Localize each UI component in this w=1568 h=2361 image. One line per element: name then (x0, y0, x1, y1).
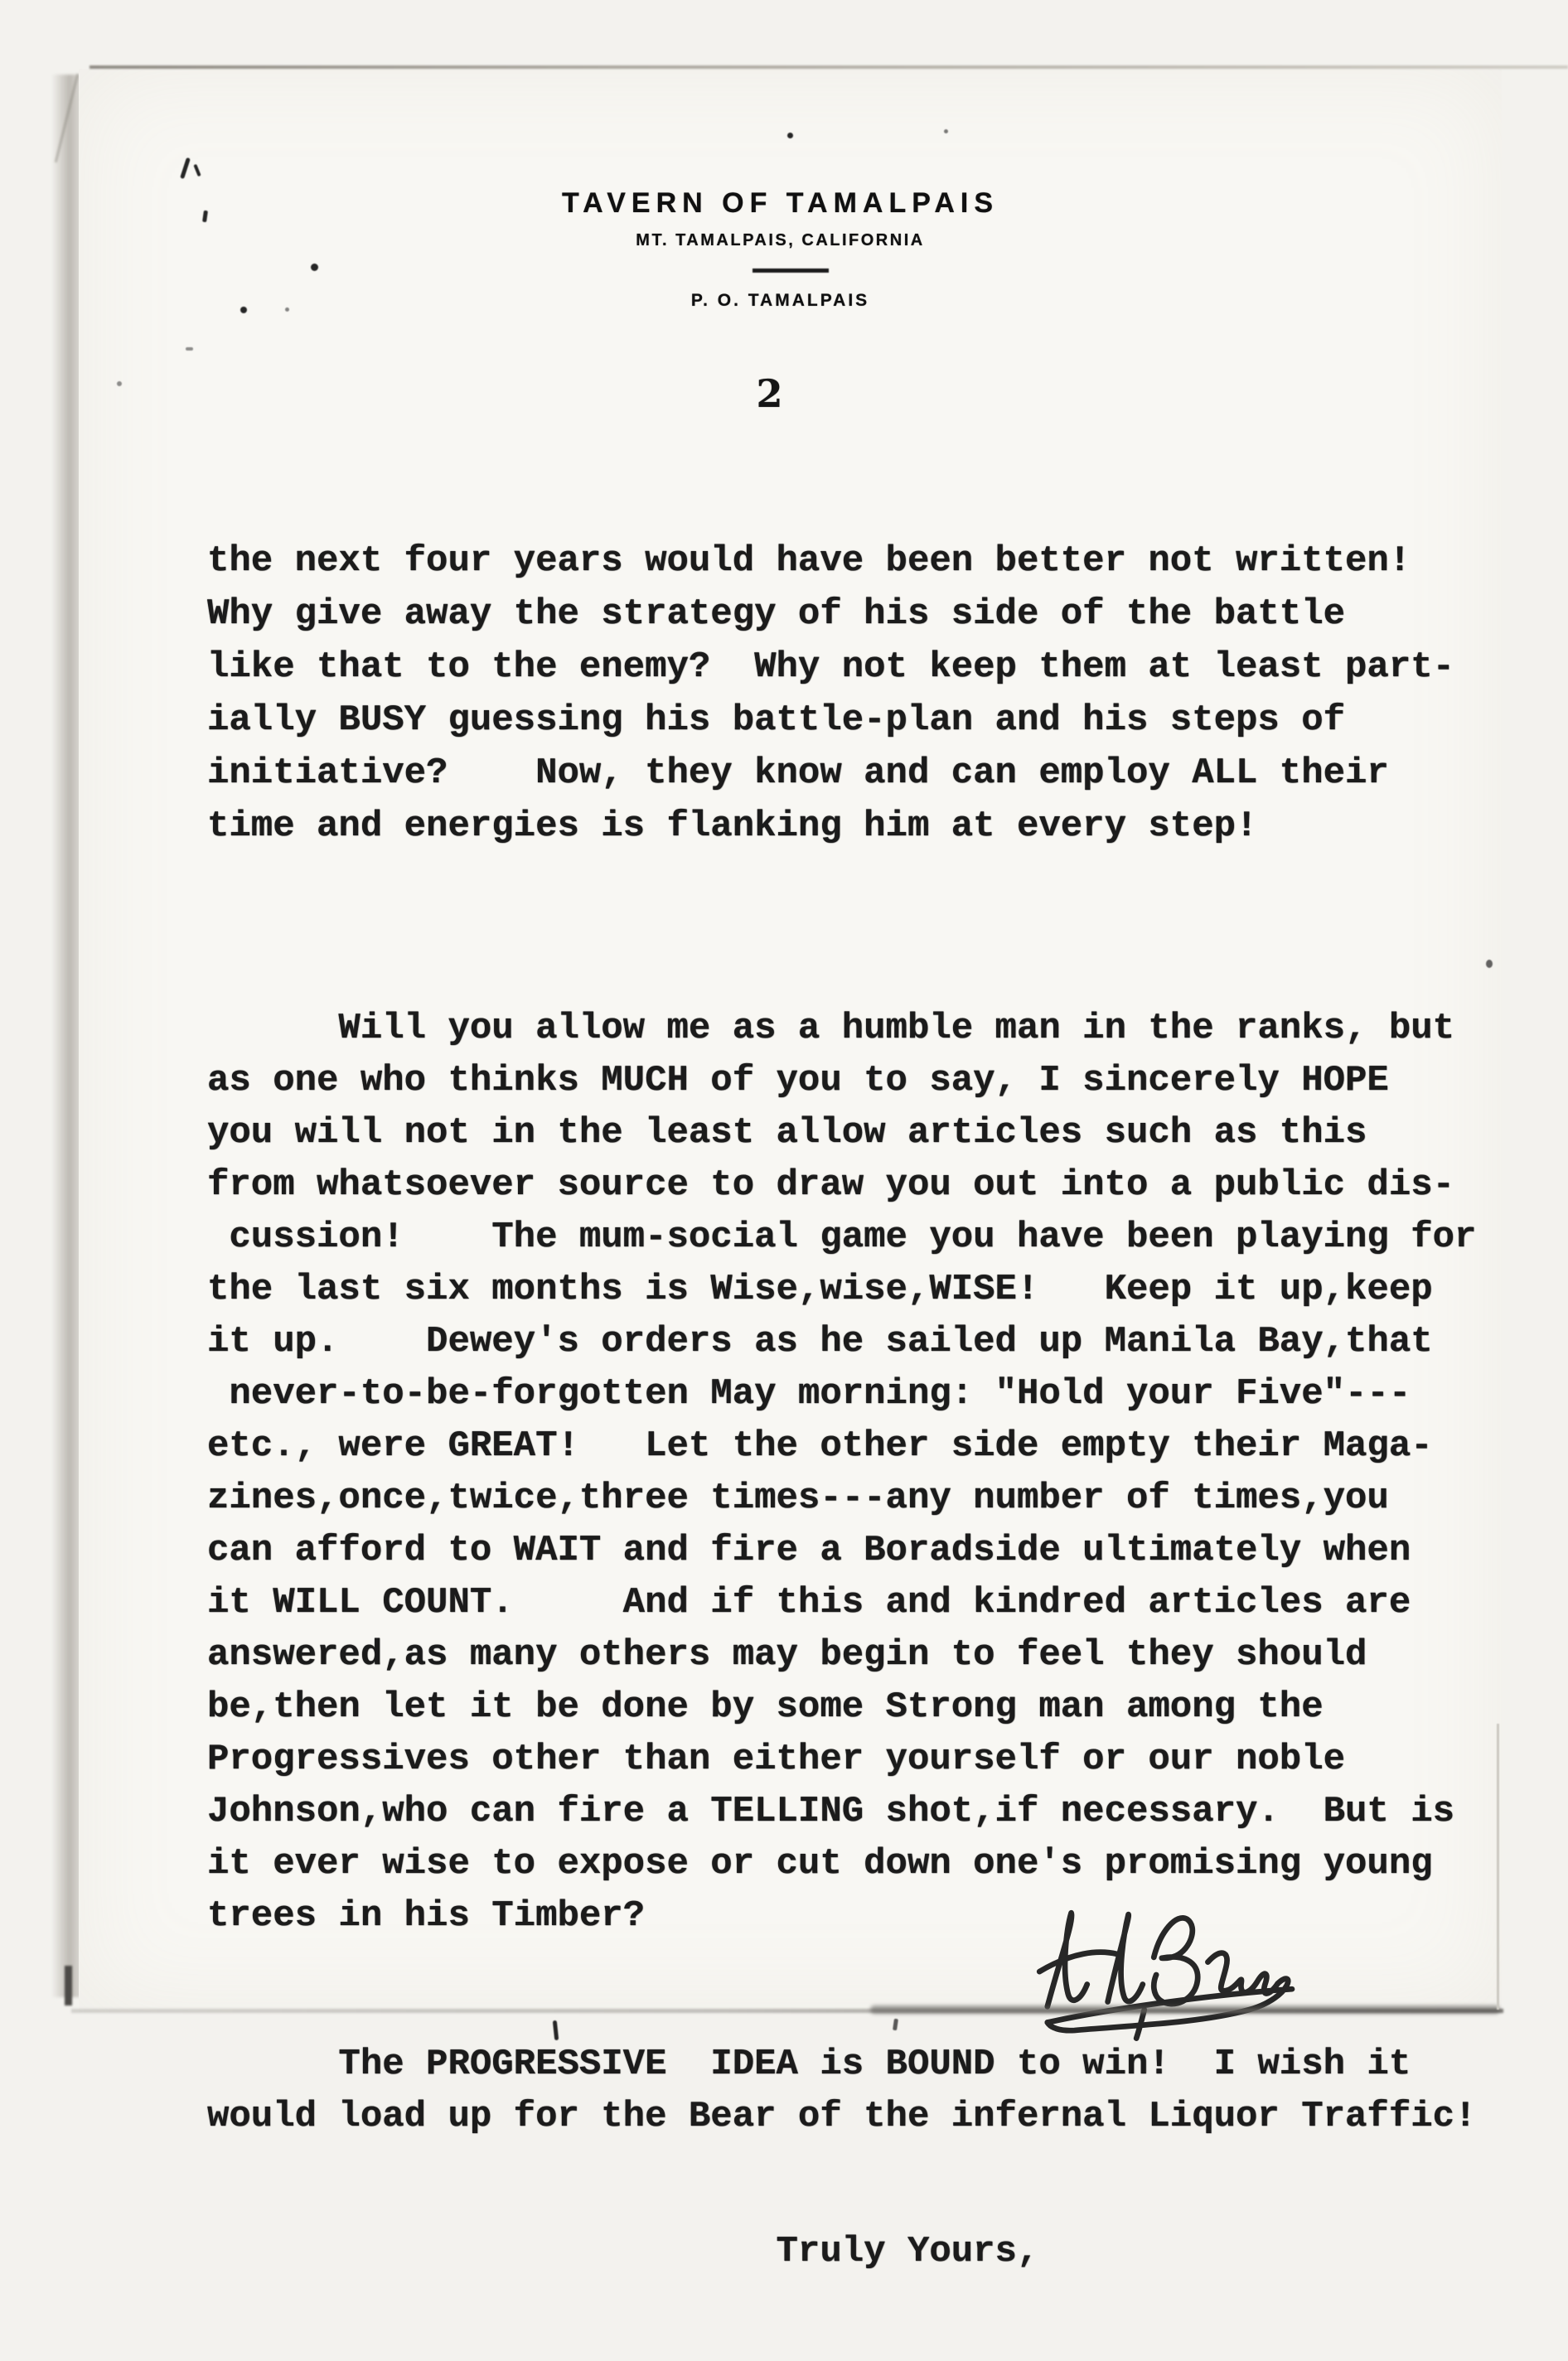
typed-line: be,then let it be done by some Strong man among the (207, 1686, 1324, 1728)
ink-speck (311, 264, 318, 271)
ink-speck (285, 307, 289, 312)
typed-line: would load up for the Bear of the infernal Liquor Traffic! (207, 2096, 1477, 2137)
page-right-edge (1497, 1724, 1499, 2010)
ink-speck (944, 129, 948, 133)
paragraph-3 (207, 2039, 1500, 2143)
typed-line: never-to-be-forgotten May morning: "Hold your Five"--- (207, 1373, 1411, 1415)
typed-line: Why give away the strategy of his side of the battle (207, 593, 1346, 635)
typed-line: Johnson,who can fire a TELLING shot,if necessary. But is (207, 1791, 1455, 1832)
letterhead (69, 187, 1492, 311)
typed-line: Progressives other than either yourself or our noble (207, 1739, 1346, 1780)
typed-line: as one who thinks MUCH of you to say, I sincerely HOPE (207, 1060, 1389, 1101)
typed-letter-body (207, 452, 1500, 2361)
ink-speck (117, 381, 122, 386)
typed-line: cussion! The mum-social game you have been playing for (207, 1217, 1477, 1258)
page-number: 2 (756, 371, 783, 416)
signoff-line: Truly Yours, (207, 2231, 1039, 2272)
typed-line: can afford to WAIT and fire a Boradside ultimately when (207, 1530, 1411, 1571)
typed-line: it up. Dewey's orders as he sailed up Manila Bay,that (207, 1321, 1433, 1362)
typed-line: answered,as many others may begin to feel they should (207, 1634, 1367, 1676)
typed-line: Will you allow me as a humble man in the ranks, but (207, 1008, 1455, 1049)
typed-line: etc., were GREAT! Let the other side empty their Maga- (207, 1425, 1433, 1467)
typed-line: trees in his Timber? (207, 1895, 646, 1937)
handwritten-signature (1025, 1863, 1311, 2047)
typed-line: the last six months is Wise,wise,WISE! Keep it up,keep (207, 1269, 1433, 1310)
letterhead-name: TAVERN OF TAMALPAIS (561, 187, 999, 219)
typed-line: ially BUSY guessing his battle-plan and his steps of (207, 699, 1346, 741)
ink-speck (787, 133, 793, 138)
page-top-edge (90, 65, 1568, 69)
letter-page (79, 69, 1502, 2272)
typed-line: initiative? Now, they know and can employ ALL their (207, 752, 1389, 794)
typed-line: you will not in the least allow articles such as this (207, 1112, 1367, 1154)
typed-line: the next four years would have been better not written! (207, 540, 1411, 582)
typed-line: The PROGRESSIVE IDEA is BOUND to win! I wish it (207, 2044, 1411, 2085)
scan-artifact-band (870, 2005, 1500, 2014)
letterhead-location: MT. TAMALPAIS, CALIFORNIA (636, 231, 925, 249)
typed-line: it WILL COUNT. And if this and kindred articles are (207, 1582, 1411, 1623)
ink-speck (186, 347, 193, 351)
ink-speck (240, 307, 247, 313)
letterhead-po-address: P. O. TAMALPAIS (690, 291, 870, 310)
typed-line: time and energies is flanking him at every step! (207, 806, 1258, 847)
typed-line: from whatsoever source to draw you out into a public dis- (207, 1164, 1455, 1206)
paragraph-2 (207, 1003, 1500, 1943)
scan-artifact-left (65, 1966, 72, 2005)
typed-line: it ever wise to expose or cut down one's promising young (207, 1843, 1433, 1884)
typed-line: zines,once,twice,three times---any number of times,you (207, 1478, 1389, 1519)
typed-line: like that to the enemy? Why not keep them at least part- (207, 646, 1455, 688)
letterhead-divider (753, 269, 829, 273)
ink-speck (1486, 960, 1493, 968)
paragraph-1 (207, 535, 1500, 853)
